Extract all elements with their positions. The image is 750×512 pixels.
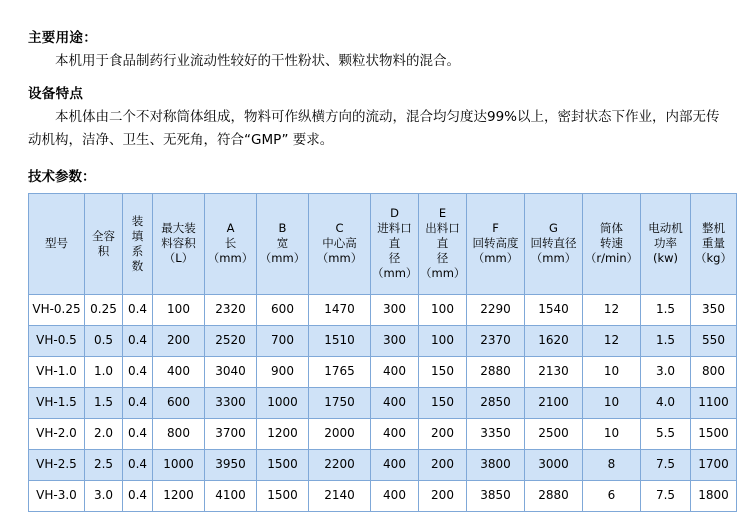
cell-drum-speed: 10 bbox=[583, 387, 641, 418]
cell-model: VH-3.0 bbox=[29, 480, 85, 511]
table-row bbox=[29, 294, 737, 325]
cell-d-inlet-diameter: 400 bbox=[371, 418, 419, 449]
cell-g-rotation-diameter: 1540 bbox=[525, 294, 583, 325]
cell-g-rotation-diameter: 2100 bbox=[525, 387, 583, 418]
cell-drum-speed: 12 bbox=[583, 325, 641, 356]
section-usage-body: 本机用于食品制药行业流动性较好的干性粉状、颗粒状物料的混合。 bbox=[55, 53, 460, 69]
cell-total-volume: 0.5 bbox=[85, 325, 123, 356]
cell-a-length: 4100 bbox=[205, 480, 257, 511]
cell-d-inlet-diameter: 400 bbox=[371, 387, 419, 418]
cell-total-volume: 2.0 bbox=[85, 418, 123, 449]
cell-b-width: 1500 bbox=[257, 449, 309, 480]
cell-f-rotation-height: 3350 bbox=[467, 418, 525, 449]
cell-total-volume: 1.5 bbox=[85, 387, 123, 418]
section-features bbox=[28, 82, 732, 151]
cell-machine-weight: 1700 bbox=[691, 449, 737, 480]
cell-machine-weight: 350 bbox=[691, 294, 737, 325]
cell-a-length: 3700 bbox=[205, 418, 257, 449]
cell-max-charge-volume: 200 bbox=[153, 325, 205, 356]
cell-max-charge-volume: 100 bbox=[153, 294, 205, 325]
column-header-e-outlet-diameter: E 出料口直 径 （mm） bbox=[419, 193, 467, 294]
table-row bbox=[29, 356, 737, 387]
section-usage-title: 主要用途： bbox=[28, 30, 97, 46]
column-header-g-rotation-diameter: G 回转直径 （mm） bbox=[525, 193, 583, 294]
cell-motor-power: 3.0 bbox=[641, 356, 691, 387]
cell-motor-power: 4.0 bbox=[641, 387, 691, 418]
cell-c-center-height: 1510 bbox=[309, 325, 371, 356]
cell-drum-speed: 10 bbox=[583, 356, 641, 387]
column-header-fill-factor: 装 填 系 数 bbox=[123, 193, 153, 294]
cell-motor-power: 7.5 bbox=[641, 449, 691, 480]
cell-motor-power: 1.5 bbox=[641, 325, 691, 356]
cell-a-length: 3300 bbox=[205, 387, 257, 418]
table-row bbox=[29, 418, 737, 449]
table-row bbox=[29, 449, 737, 480]
cell-total-volume: 0.25 bbox=[85, 294, 123, 325]
cell-f-rotation-height: 3800 bbox=[467, 449, 525, 480]
cell-f-rotation-height: 2290 bbox=[467, 294, 525, 325]
cell-g-rotation-diameter: 2130 bbox=[525, 356, 583, 387]
table-row bbox=[29, 325, 737, 356]
column-header-motor-power: 电动机 功率 (kw) bbox=[641, 193, 691, 294]
cell-e-outlet-diameter: 200 bbox=[419, 449, 467, 480]
cell-e-outlet-diameter: 150 bbox=[419, 387, 467, 418]
cell-f-rotation-height: 2880 bbox=[467, 356, 525, 387]
cell-b-width: 1500 bbox=[257, 480, 309, 511]
cell-fill-factor: 0.4 bbox=[123, 356, 153, 387]
cell-fill-factor: 0.4 bbox=[123, 294, 153, 325]
section-usage bbox=[28, 26, 732, 72]
cell-f-rotation-height: 2370 bbox=[467, 325, 525, 356]
cell-f-rotation-height: 3850 bbox=[467, 480, 525, 511]
cell-e-outlet-diameter: 100 bbox=[419, 325, 467, 356]
cell-total-volume: 1.0 bbox=[85, 356, 123, 387]
cell-fill-factor: 0.4 bbox=[123, 418, 153, 449]
cell-c-center-height: 1750 bbox=[309, 387, 371, 418]
cell-max-charge-volume: 1000 bbox=[153, 449, 205, 480]
column-header-drum-speed: 筒体 转速 （r/min） bbox=[583, 193, 641, 294]
cell-e-outlet-diameter: 200 bbox=[419, 418, 467, 449]
params-title: 技术参数： bbox=[28, 168, 96, 185]
cell-machine-weight: 1100 bbox=[691, 387, 737, 418]
cell-max-charge-volume: 1200 bbox=[153, 480, 205, 511]
cell-drum-speed: 6 bbox=[583, 480, 641, 511]
cell-a-length: 3950 bbox=[205, 449, 257, 480]
cell-model: VH-2.5 bbox=[29, 449, 85, 480]
cell-f-rotation-height: 2850 bbox=[467, 387, 525, 418]
cell-total-volume: 3.0 bbox=[85, 480, 123, 511]
cell-machine-weight: 550 bbox=[691, 325, 737, 356]
cell-drum-speed: 12 bbox=[583, 294, 641, 325]
cell-g-rotation-diameter: 2880 bbox=[525, 480, 583, 511]
cell-machine-weight: 1500 bbox=[691, 418, 737, 449]
cell-fill-factor: 0.4 bbox=[123, 449, 153, 480]
cell-total-volume: 2.5 bbox=[85, 449, 123, 480]
cell-motor-power: 1.5 bbox=[641, 294, 691, 325]
column-header-c-center-height: C 中心高 （mm） bbox=[309, 193, 371, 294]
cell-model: VH-0.5 bbox=[29, 325, 85, 356]
cell-machine-weight: 800 bbox=[691, 356, 737, 387]
cell-b-width: 700 bbox=[257, 325, 309, 356]
cell-b-width: 900 bbox=[257, 356, 309, 387]
cell-fill-factor: 0.4 bbox=[123, 387, 153, 418]
cell-g-rotation-diameter: 1620 bbox=[525, 325, 583, 356]
cell-model: VH-1.0 bbox=[29, 356, 85, 387]
column-header-b-width: B 宽 （mm） bbox=[257, 193, 309, 294]
cell-e-outlet-diameter: 150 bbox=[419, 356, 467, 387]
cell-e-outlet-diameter: 200 bbox=[419, 480, 467, 511]
column-header-f-rotation-height: F 回转高度 （mm） bbox=[467, 193, 525, 294]
cell-c-center-height: 2140 bbox=[309, 480, 371, 511]
cell-g-rotation-diameter: 2500 bbox=[525, 418, 583, 449]
cell-c-center-height: 1470 bbox=[309, 294, 371, 325]
cell-a-length: 2520 bbox=[205, 325, 257, 356]
cell-model: VH-1.5 bbox=[29, 387, 85, 418]
cell-b-width: 1000 bbox=[257, 387, 309, 418]
cell-a-length: 2320 bbox=[205, 294, 257, 325]
cell-c-center-height: 1765 bbox=[309, 356, 371, 387]
cell-drum-speed: 10 bbox=[583, 418, 641, 449]
cell-d-inlet-diameter: 300 bbox=[371, 325, 419, 356]
cell-c-center-height: 2000 bbox=[309, 418, 371, 449]
cell-max-charge-volume: 600 bbox=[153, 387, 205, 418]
table-header-row bbox=[29, 193, 737, 294]
cell-b-width: 1200 bbox=[257, 418, 309, 449]
cell-fill-factor: 0.4 bbox=[123, 325, 153, 356]
column-header-total-volume: 全容 积 bbox=[85, 193, 123, 294]
cell-d-inlet-diameter: 400 bbox=[371, 480, 419, 511]
cell-fill-factor: 0.4 bbox=[123, 480, 153, 511]
cell-motor-power: 5.5 bbox=[641, 418, 691, 449]
cell-g-rotation-diameter: 3000 bbox=[525, 449, 583, 480]
cell-e-outlet-diameter: 100 bbox=[419, 294, 467, 325]
cell-c-center-height: 2200 bbox=[309, 449, 371, 480]
section-features-title: 设备特点 bbox=[28, 86, 84, 103]
cell-machine-weight: 1800 bbox=[691, 480, 737, 511]
column-header-d-inlet-diameter: D 进料口直 径 （mm） bbox=[371, 193, 419, 294]
cell-motor-power: 7.5 bbox=[641, 480, 691, 511]
cell-d-inlet-diameter: 300 bbox=[371, 294, 419, 325]
cell-max-charge-volume: 800 bbox=[153, 418, 205, 449]
cell-a-length: 3040 bbox=[205, 356, 257, 387]
cell-model: VH-0.25 bbox=[29, 294, 85, 325]
column-header-machine-weight: 整机 重量 （kg） bbox=[691, 193, 737, 294]
cell-model: VH-2.0 bbox=[29, 418, 85, 449]
cell-d-inlet-diameter: 400 bbox=[371, 449, 419, 480]
column-header-model: 型号 bbox=[29, 193, 85, 294]
cell-b-width: 600 bbox=[257, 294, 309, 325]
section-features-body: 本机体由二个不对称筒体组成，物料可作纵横方向的流动，混合均匀度达99%以上，密封状态下作业，内部无传动机构，洁净、卫生、无死角，符合“GMP” 要求。 bbox=[28, 109, 720, 148]
spec-table bbox=[28, 193, 737, 512]
column-header-max-charge-volume: 最大装 料容积 （L） bbox=[153, 193, 205, 294]
cell-max-charge-volume: 400 bbox=[153, 356, 205, 387]
table-row bbox=[29, 387, 737, 418]
cell-d-inlet-diameter: 400 bbox=[371, 356, 419, 387]
cell-drum-speed: 8 bbox=[583, 449, 641, 480]
column-header-a-length: A 长 （mm） bbox=[205, 193, 257, 294]
